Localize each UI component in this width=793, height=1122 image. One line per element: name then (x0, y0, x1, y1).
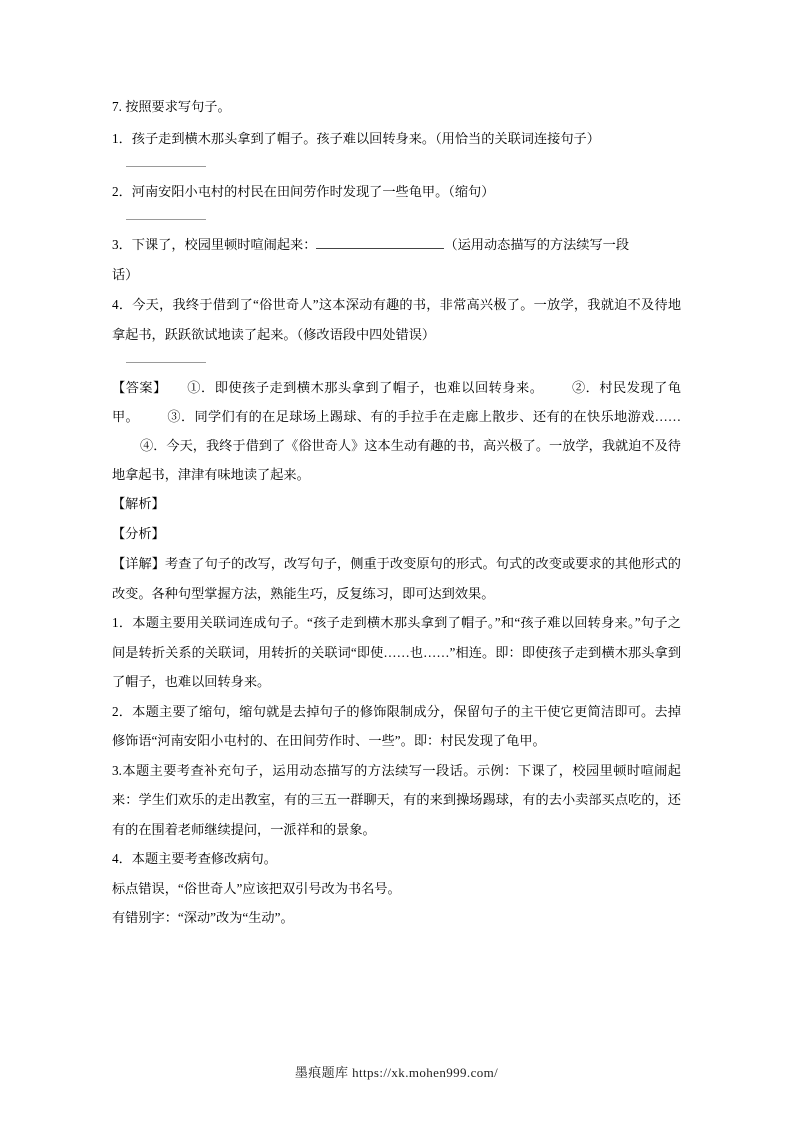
item-number: 4． (112, 297, 133, 312)
xiangjie-text: 考查了句子的改写，改写句子，侧重于改变原句的形式。句式的改变或要求的其他形式的改变。各种句型掌握方法，熟能生巧，反复练习，即可达到效果。 (112, 556, 681, 601)
inline-answer-blank[interactable] (316, 236, 444, 249)
explanation-2: 2．本题主要了缩句，缩句就是去掉句子的修饰限制成分，保留句子的主干使它更简洁即可。去掉修饰语“河南安阳小屯村的、在田间劳作时、一些”。即：村民发现了龟甲。 (112, 703, 681, 748)
answer-part-4: ④．今天，我终于借到了《俗世奇人》这本生动有趣的书，高兴极了。一放学，我就迫不及待地拿起书，津津有味地读了起来。 (112, 438, 681, 482)
explanation-4: 4．本题主要考查修改病句。 (112, 851, 277, 866)
question-heading (112, 92, 681, 122)
answer-rule-1[interactable] (126, 166, 206, 167)
answer-part-3: ③．同学们有的在足球场上踢球、有的手拉手在走廊上散步、还有的在快乐地游戏…… (167, 409, 682, 424)
xiangjie-tag: 【详解】 (112, 556, 165, 571)
item-text-wrap: 话） (112, 267, 139, 282)
item-text: 孩子走到横木那头拿到了帽子。孩子难以回转身来。（用恰当的关联词连接句子） (131, 131, 600, 146)
question-title: 按照要求写句子。 (125, 99, 231, 114)
question-item-4 (112, 290, 681, 350)
answer-part-2: ②．村民发现了龟甲。 (112, 380, 682, 424)
answer-tag: 【答案】 (112, 380, 167, 395)
question-number: 7. (112, 99, 122, 114)
question-item-3 (112, 230, 681, 290)
explanation-3: 3.本题主要考查补充句子，运用动态描写的方法续写一段话。示例：下课了，校园里顿时喧闹起来：学生们欢乐的走出教室，有的三五一群聊天，有的来到操场踢球，有的去小卖部买点吃的，还有的在围着老师继续提问，一派祥和的景象。 (112, 762, 681, 837)
question-item-2 (112, 177, 681, 207)
xiangjie-block (112, 549, 681, 608)
answer-rule-4[interactable] (126, 362, 206, 363)
fenxi-tag: 【分析】 (112, 526, 165, 541)
answer-part-1: ①．即使孩子走到横木那头拿到了帽子，也难以回转身来。 (186, 380, 544, 395)
question-item-1 (112, 124, 681, 154)
item-text: 今天，我终于借到了“俗世奇人”这本深动有趣的书，非常高兴极了。一放学，我就迫不及待地拿起书，跃跃欲试地读了起来。（修改语段中四处错误） (112, 297, 682, 342)
item-number: 1． (112, 131, 132, 146)
explanation-5: 标点错误，“俗世奇人”应该把双引号改为书名号。 (112, 880, 401, 896)
answer-rule-2[interactable] (126, 219, 206, 220)
item-text: 河南安阳小屯村的村民在田间劳作时发现了一些龟甲。（缩句） (131, 184, 495, 199)
item-text-before: 下课了，校园里顿时喧闹起来： (131, 237, 317, 252)
footer-watermark: 墨痕题库 https://xk.mohen999.com/ (294, 1065, 499, 1080)
item-number: 3． (112, 237, 132, 252)
item-number: 2． (112, 184, 132, 199)
explanation-1: 1．本题主要用关联词连成句子。“孩子走到横木那头拿到了帽子。”和“孩子难以回转身来。”句子之间是转折关系的关联词，用转折的关联词“即使……也……”相连。即：即使孩子走到横木那头拿到了帽子，也难以回转身来。 (112, 615, 681, 689)
item-text-after: （运用动态描写的方法续写一段 (444, 237, 630, 252)
explanation-6: 有错别字：“深动”改为“生动”。 (112, 910, 294, 925)
answer-block (112, 373, 681, 489)
analysis-tag: 【解析】 (112, 496, 165, 511)
